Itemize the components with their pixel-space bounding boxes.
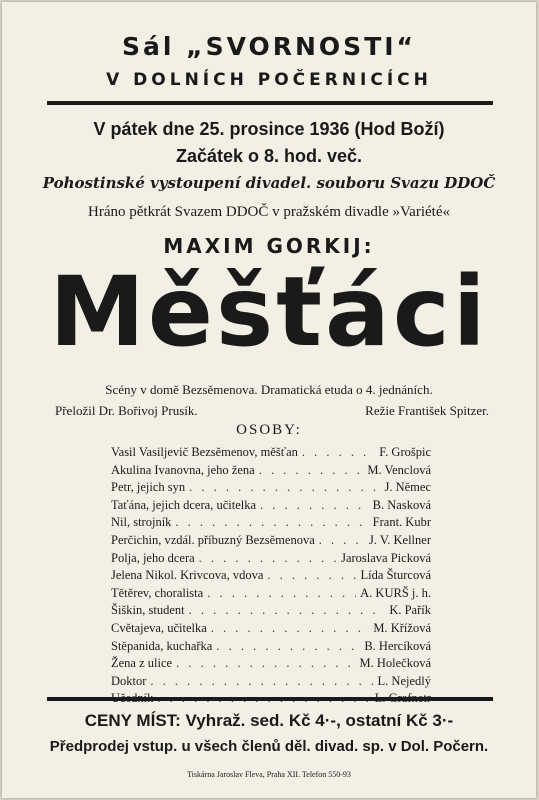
cast-actor: B. Hercíková [364,638,431,653]
cast-actor: J. V. Kellner [368,532,431,547]
cast-row [111,479,431,497]
cast-row [111,585,431,603]
cast-row [111,620,431,638]
dot-leader [216,638,360,656]
cast-row [111,462,431,480]
dot-leader [207,585,356,603]
cast-actor: A. KURŠ j. h. [360,585,431,600]
bottom-divider [47,697,493,701]
dot-leader [150,673,373,691]
cast-role: Perčichin, vzdál. příbuzný Bezsěmenova [111,532,315,547]
event-start-time: Začátek o 8. hod. več. [175,146,363,166]
cast-row [111,497,431,515]
cast-actor: Jaroslava Picková [341,550,431,565]
cast-row [111,532,431,550]
dot-leader [199,550,337,568]
ticket-prices: CENY MÍST: Vyhraž. sed. Kč 4·-, ostatní Kč 3·- [84,711,454,730]
translator-credit: Přeložil Dr. Bořivoj Prusík. [55,403,198,418]
cast-row [111,655,431,673]
play-author: MAXIM GORKIJ: [163,234,375,258]
printer-imprint: Tiskárna Jaroslav Fleva, Praha XII. Telefon 550-93 [187,770,351,779]
cast-actor: L. Nejedlý [377,673,431,688]
cast-role: Polja, jeho dcera [111,550,195,565]
cast-actor: Frant. Kubr [372,515,431,530]
cast-row [111,514,431,532]
cast-role: Vasil Vasiljevič Bezsěmenov, měšťan [111,445,298,459]
cast-role: Jelena Nikol. Krivcova, vdova [111,568,264,583]
cast-list [111,444,431,708]
dot-leader [211,620,370,638]
dot-leader [189,602,386,620]
cast-actor: Lída Šturcová [360,568,431,583]
cast-actor: M. Holečková [359,656,431,671]
cast-role: Doktor [111,673,147,688]
cast-role: Petr, jejich syn [111,480,186,495]
cast-role: Šiškin, student [111,603,185,618]
play-title: Měšťáci [49,256,489,368]
dot-leader [302,444,375,462]
cast-actor: M. Venclová [367,462,431,477]
cast-actor: M. Křížová [373,620,431,635]
guest-performance-line: Pohostinské vystoupení divadel. souboru Svazu DDOČ [42,174,496,192]
cast-row [111,638,431,656]
cast-row [111,673,431,691]
cast-actor: B. Nasková [372,497,431,512]
cast-heading: OSOBY: [236,422,302,438]
cast-role: Tětěrev, choralista [111,585,204,600]
cast-role: Žena z ulice [111,656,173,671]
dot-leader [260,497,369,515]
dot-leader [319,532,365,550]
cast-actor: K. Pařík [389,603,431,618]
cast-row [111,602,431,620]
venue-name: Sál „SVORNOSTI“ [122,32,416,61]
dot-leader [259,462,364,480]
performance-history-line: Hráno pětkrát Svazem DDOČ v pražském divadle »Variété« [88,204,450,220]
dot-leader [267,567,356,585]
cast-row [111,550,431,568]
poster-sheet [2,2,536,798]
event-date: V pátek dne 25. prosince 1936 (Hod Boží) [93,119,445,139]
cast-role: Cvětajeva, učitelka [111,620,207,635]
play-subtitle: Scény v domě Bezsěmenova. Dramatická etuda o 4. jednáních. [105,382,433,397]
director-credit: Režie František Spitzer. [365,403,489,418]
venue-location: V DOLNÍCH POČERNICÍCH [106,70,432,90]
dot-leader [176,655,355,673]
cast-row [111,444,431,462]
cast-role: Nil, strojník [111,515,172,530]
top-divider [47,101,493,105]
cast-role: Taťána, jejich dcera, učitelka [111,497,257,512]
cast-role: Stěpanida, kuchařka [111,638,213,653]
cast-actor: J. Němec [384,480,431,495]
dot-leader [189,479,380,497]
presale-info: Předprodej vstup. u všech členů děl. divad. sp. v Dol. Počern. [49,738,489,755]
cast-role: Akulina Ivanovna, jeho žena [111,462,255,477]
cast-actor: F. Grošpic [379,445,431,459]
dot-leader [175,514,368,532]
cast-row [111,567,431,585]
